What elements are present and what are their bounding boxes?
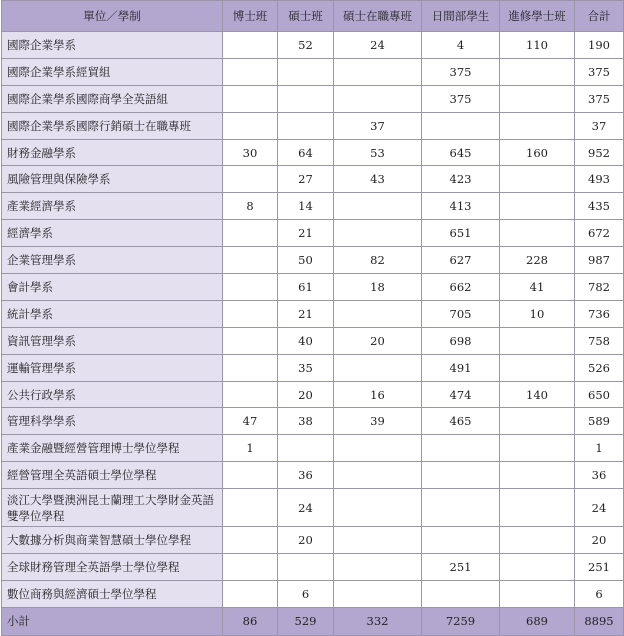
cell-evening <box>500 112 575 139</box>
cell-phd <box>223 85 278 112</box>
cell-day: 375 <box>422 85 500 112</box>
cell-day <box>422 527 500 554</box>
cell-evening <box>500 408 575 435</box>
cell-unit: 國際企業學系國際行銷碩士在職專班 <box>2 112 223 139</box>
cell-day: 627 <box>422 247 500 274</box>
cell-emba <box>334 193 422 220</box>
cell-total: 37 <box>575 112 624 139</box>
cell-evening <box>500 354 575 381</box>
cell-evening: 228 <box>500 247 575 274</box>
cell-total: 435 <box>575 193 624 220</box>
cell-master: 20 <box>278 381 334 408</box>
cell-evening <box>500 193 575 220</box>
table-header <box>2 1 624 32</box>
cell-total: 736 <box>575 300 624 327</box>
cell-total: 782 <box>575 274 624 301</box>
cell-unit: 淡江大學暨澳洲昆士蘭理工大學財金英語雙學位學程 <box>2 489 223 527</box>
cell-day <box>422 112 500 139</box>
cell-day <box>422 435 500 462</box>
cell-emba <box>334 435 422 462</box>
table-body <box>2 32 624 608</box>
cell-phd: 47 <box>223 408 278 435</box>
cell-total: 375 <box>575 85 624 112</box>
cell-day: 662 <box>422 274 500 301</box>
cell-phd <box>223 462 278 489</box>
cell-master: 52 <box>278 32 334 59</box>
cell-phd <box>223 354 278 381</box>
header-phd: 博士班 <box>223 1 278 32</box>
table-row <box>2 462 624 489</box>
subtotal-phd: 86 <box>223 607 278 635</box>
cell-day: 251 <box>422 554 500 581</box>
cell-emba: 53 <box>334 139 422 166</box>
cell-emba <box>334 58 422 85</box>
cell-evening <box>500 58 575 85</box>
subtotal-total: 8895 <box>575 607 624 635</box>
header-evening: 進修學士班 <box>500 1 575 32</box>
cell-unit: 風險管理與保險學系 <box>2 166 223 193</box>
table-row <box>2 435 624 462</box>
cell-total: 251 <box>575 554 624 581</box>
cell-master: 27 <box>278 166 334 193</box>
cell-master <box>278 435 334 462</box>
cell-phd <box>223 580 278 607</box>
cell-day: 651 <box>422 220 500 247</box>
cell-evening <box>500 580 575 607</box>
cell-day: 705 <box>422 300 500 327</box>
cell-evening: 160 <box>500 139 575 166</box>
cell-day <box>422 489 500 527</box>
subtotal-day: 7259 <box>422 607 500 635</box>
cell-master: 24 <box>278 489 334 527</box>
cell-day: 645 <box>422 139 500 166</box>
cell-total: 650 <box>575 381 624 408</box>
cell-evening <box>500 462 575 489</box>
cell-phd: 1 <box>223 435 278 462</box>
cell-day: 491 <box>422 354 500 381</box>
cell-total: 987 <box>575 247 624 274</box>
table-row <box>2 85 624 112</box>
cell-day: 698 <box>422 327 500 354</box>
cell-evening <box>500 435 575 462</box>
cell-day: 413 <box>422 193 500 220</box>
table-row <box>2 527 624 554</box>
cell-master: 20 <box>278 527 334 554</box>
cell-master <box>278 58 334 85</box>
cell-total: 758 <box>575 327 624 354</box>
cell-phd: 30 <box>223 139 278 166</box>
cell-emba <box>334 580 422 607</box>
cell-master: 35 <box>278 354 334 381</box>
cell-evening <box>500 85 575 112</box>
cell-day: 375 <box>422 58 500 85</box>
cell-unit: 財務金融學系 <box>2 139 223 166</box>
cell-total: 589 <box>575 408 624 435</box>
subtotal-label: 小計 <box>2 607 223 635</box>
cell-evening <box>500 489 575 527</box>
cell-unit: 國際企業學系國際商學全英語組 <box>2 85 223 112</box>
cell-evening: 41 <box>500 274 575 301</box>
cell-emba: 18 <box>334 274 422 301</box>
cell-master <box>278 112 334 139</box>
cell-unit: 公共行政學系 <box>2 381 223 408</box>
cell-master: 64 <box>278 139 334 166</box>
cell-unit: 國際企業學系 <box>2 32 223 59</box>
table-row <box>2 300 624 327</box>
cell-unit: 大數據分析與商業智慧碩士學位學程 <box>2 527 223 554</box>
cell-evening <box>500 220 575 247</box>
cell-phd <box>223 247 278 274</box>
subtotal-emba: 332 <box>334 607 422 635</box>
subtotal-evening: 689 <box>500 607 575 635</box>
table-footer <box>2 607 624 635</box>
cell-total: 20 <box>575 527 624 554</box>
cell-emba: 16 <box>334 381 422 408</box>
cell-total: 36 <box>575 462 624 489</box>
cell-unit: 管理科學學系 <box>2 408 223 435</box>
cell-evening <box>500 166 575 193</box>
cell-master: 21 <box>278 220 334 247</box>
cell-phd <box>223 527 278 554</box>
cell-phd <box>223 300 278 327</box>
cell-unit: 國際企業學系經貿組 <box>2 58 223 85</box>
cell-evening <box>500 554 575 581</box>
cell-emba <box>334 527 422 554</box>
cell-emba <box>334 554 422 581</box>
subtotal-master: 529 <box>278 607 334 635</box>
cell-master: 21 <box>278 300 334 327</box>
table-row <box>2 139 624 166</box>
cell-emba: 39 <box>334 408 422 435</box>
cell-master: 50 <box>278 247 334 274</box>
cell-day: 474 <box>422 381 500 408</box>
cell-master: 61 <box>278 274 334 301</box>
cell-unit: 企業管理學系 <box>2 247 223 274</box>
cell-master: 40 <box>278 327 334 354</box>
cell-evening: 110 <box>500 32 575 59</box>
table-row <box>2 327 624 354</box>
cell-phd <box>223 327 278 354</box>
cell-master: 38 <box>278 408 334 435</box>
cell-total: 6 <box>575 580 624 607</box>
table-row <box>2 220 624 247</box>
cell-phd <box>223 112 278 139</box>
cell-unit: 產業經濟學系 <box>2 193 223 220</box>
cell-evening: 10 <box>500 300 575 327</box>
cell-phd <box>223 58 278 85</box>
cell-emba <box>334 354 422 381</box>
subtotal-row <box>2 607 624 635</box>
cell-emba <box>334 85 422 112</box>
table-row <box>2 554 624 581</box>
table-row <box>2 489 624 527</box>
cell-emba <box>334 300 422 327</box>
cell-emba: 24 <box>334 32 422 59</box>
cell-emba: 20 <box>334 327 422 354</box>
cell-unit: 經營管理全英語碩士學位學程 <box>2 462 223 489</box>
cell-master: 36 <box>278 462 334 489</box>
cell-unit: 產業金融暨經營管理博士學位學程 <box>2 435 223 462</box>
cell-master <box>278 85 334 112</box>
cell-phd <box>223 220 278 247</box>
table-row <box>2 247 624 274</box>
cell-emba: 43 <box>334 166 422 193</box>
cell-unit: 經濟學系 <box>2 220 223 247</box>
cell-emba <box>334 489 422 527</box>
cell-unit: 全球財務管理全英語學士學位學程 <box>2 554 223 581</box>
table-row <box>2 381 624 408</box>
cell-phd <box>223 381 278 408</box>
cell-evening <box>500 327 575 354</box>
cell-unit: 運輸管理學系 <box>2 354 223 381</box>
cell-day: 4 <box>422 32 500 59</box>
cell-total: 190 <box>575 32 624 59</box>
cell-evening: 140 <box>500 381 575 408</box>
cell-total: 1 <box>575 435 624 462</box>
cell-total: 672 <box>575 220 624 247</box>
cell-unit: 資訊管理學系 <box>2 327 223 354</box>
header-row <box>2 1 624 32</box>
cell-unit: 會計學系 <box>2 274 223 301</box>
cell-master: 6 <box>278 580 334 607</box>
cell-day <box>422 580 500 607</box>
cell-total: 526 <box>575 354 624 381</box>
cell-day: 423 <box>422 166 500 193</box>
cell-unit: 統計學系 <box>2 300 223 327</box>
header-master: 碩士班 <box>278 1 334 32</box>
table-row <box>2 193 624 220</box>
table-row <box>2 58 624 85</box>
cell-emba <box>334 220 422 247</box>
cell-phd: 8 <box>223 193 278 220</box>
cell-total: 375 <box>575 58 624 85</box>
header-emba: 碩士在職專班 <box>334 1 422 32</box>
cell-phd <box>223 32 278 59</box>
table-row <box>2 166 624 193</box>
cell-emba: 82 <box>334 247 422 274</box>
cell-phd <box>223 166 278 193</box>
header-unit: 單位／學制 <box>2 1 223 32</box>
cell-total: 493 <box>575 166 624 193</box>
cell-evening <box>500 527 575 554</box>
header-day: 日間部學生 <box>422 1 500 32</box>
cell-master <box>278 554 334 581</box>
cell-total: 952 <box>575 139 624 166</box>
cell-total: 24 <box>575 489 624 527</box>
cell-phd <box>223 489 278 527</box>
cell-day <box>422 462 500 489</box>
enrollment-table <box>1 0 624 636</box>
table-row <box>2 32 624 59</box>
cell-phd <box>223 274 278 301</box>
table-row <box>2 274 624 301</box>
cell-emba: 37 <box>334 112 422 139</box>
table-row <box>2 354 624 381</box>
cell-day: 465 <box>422 408 500 435</box>
cell-phd <box>223 554 278 581</box>
cell-unit: 數位商務與經濟碩士學位學程 <box>2 580 223 607</box>
cell-emba <box>334 462 422 489</box>
table-row <box>2 580 624 607</box>
table-row <box>2 112 624 139</box>
header-total: 合計 <box>575 1 624 32</box>
table-row <box>2 408 624 435</box>
cell-master: 14 <box>278 193 334 220</box>
